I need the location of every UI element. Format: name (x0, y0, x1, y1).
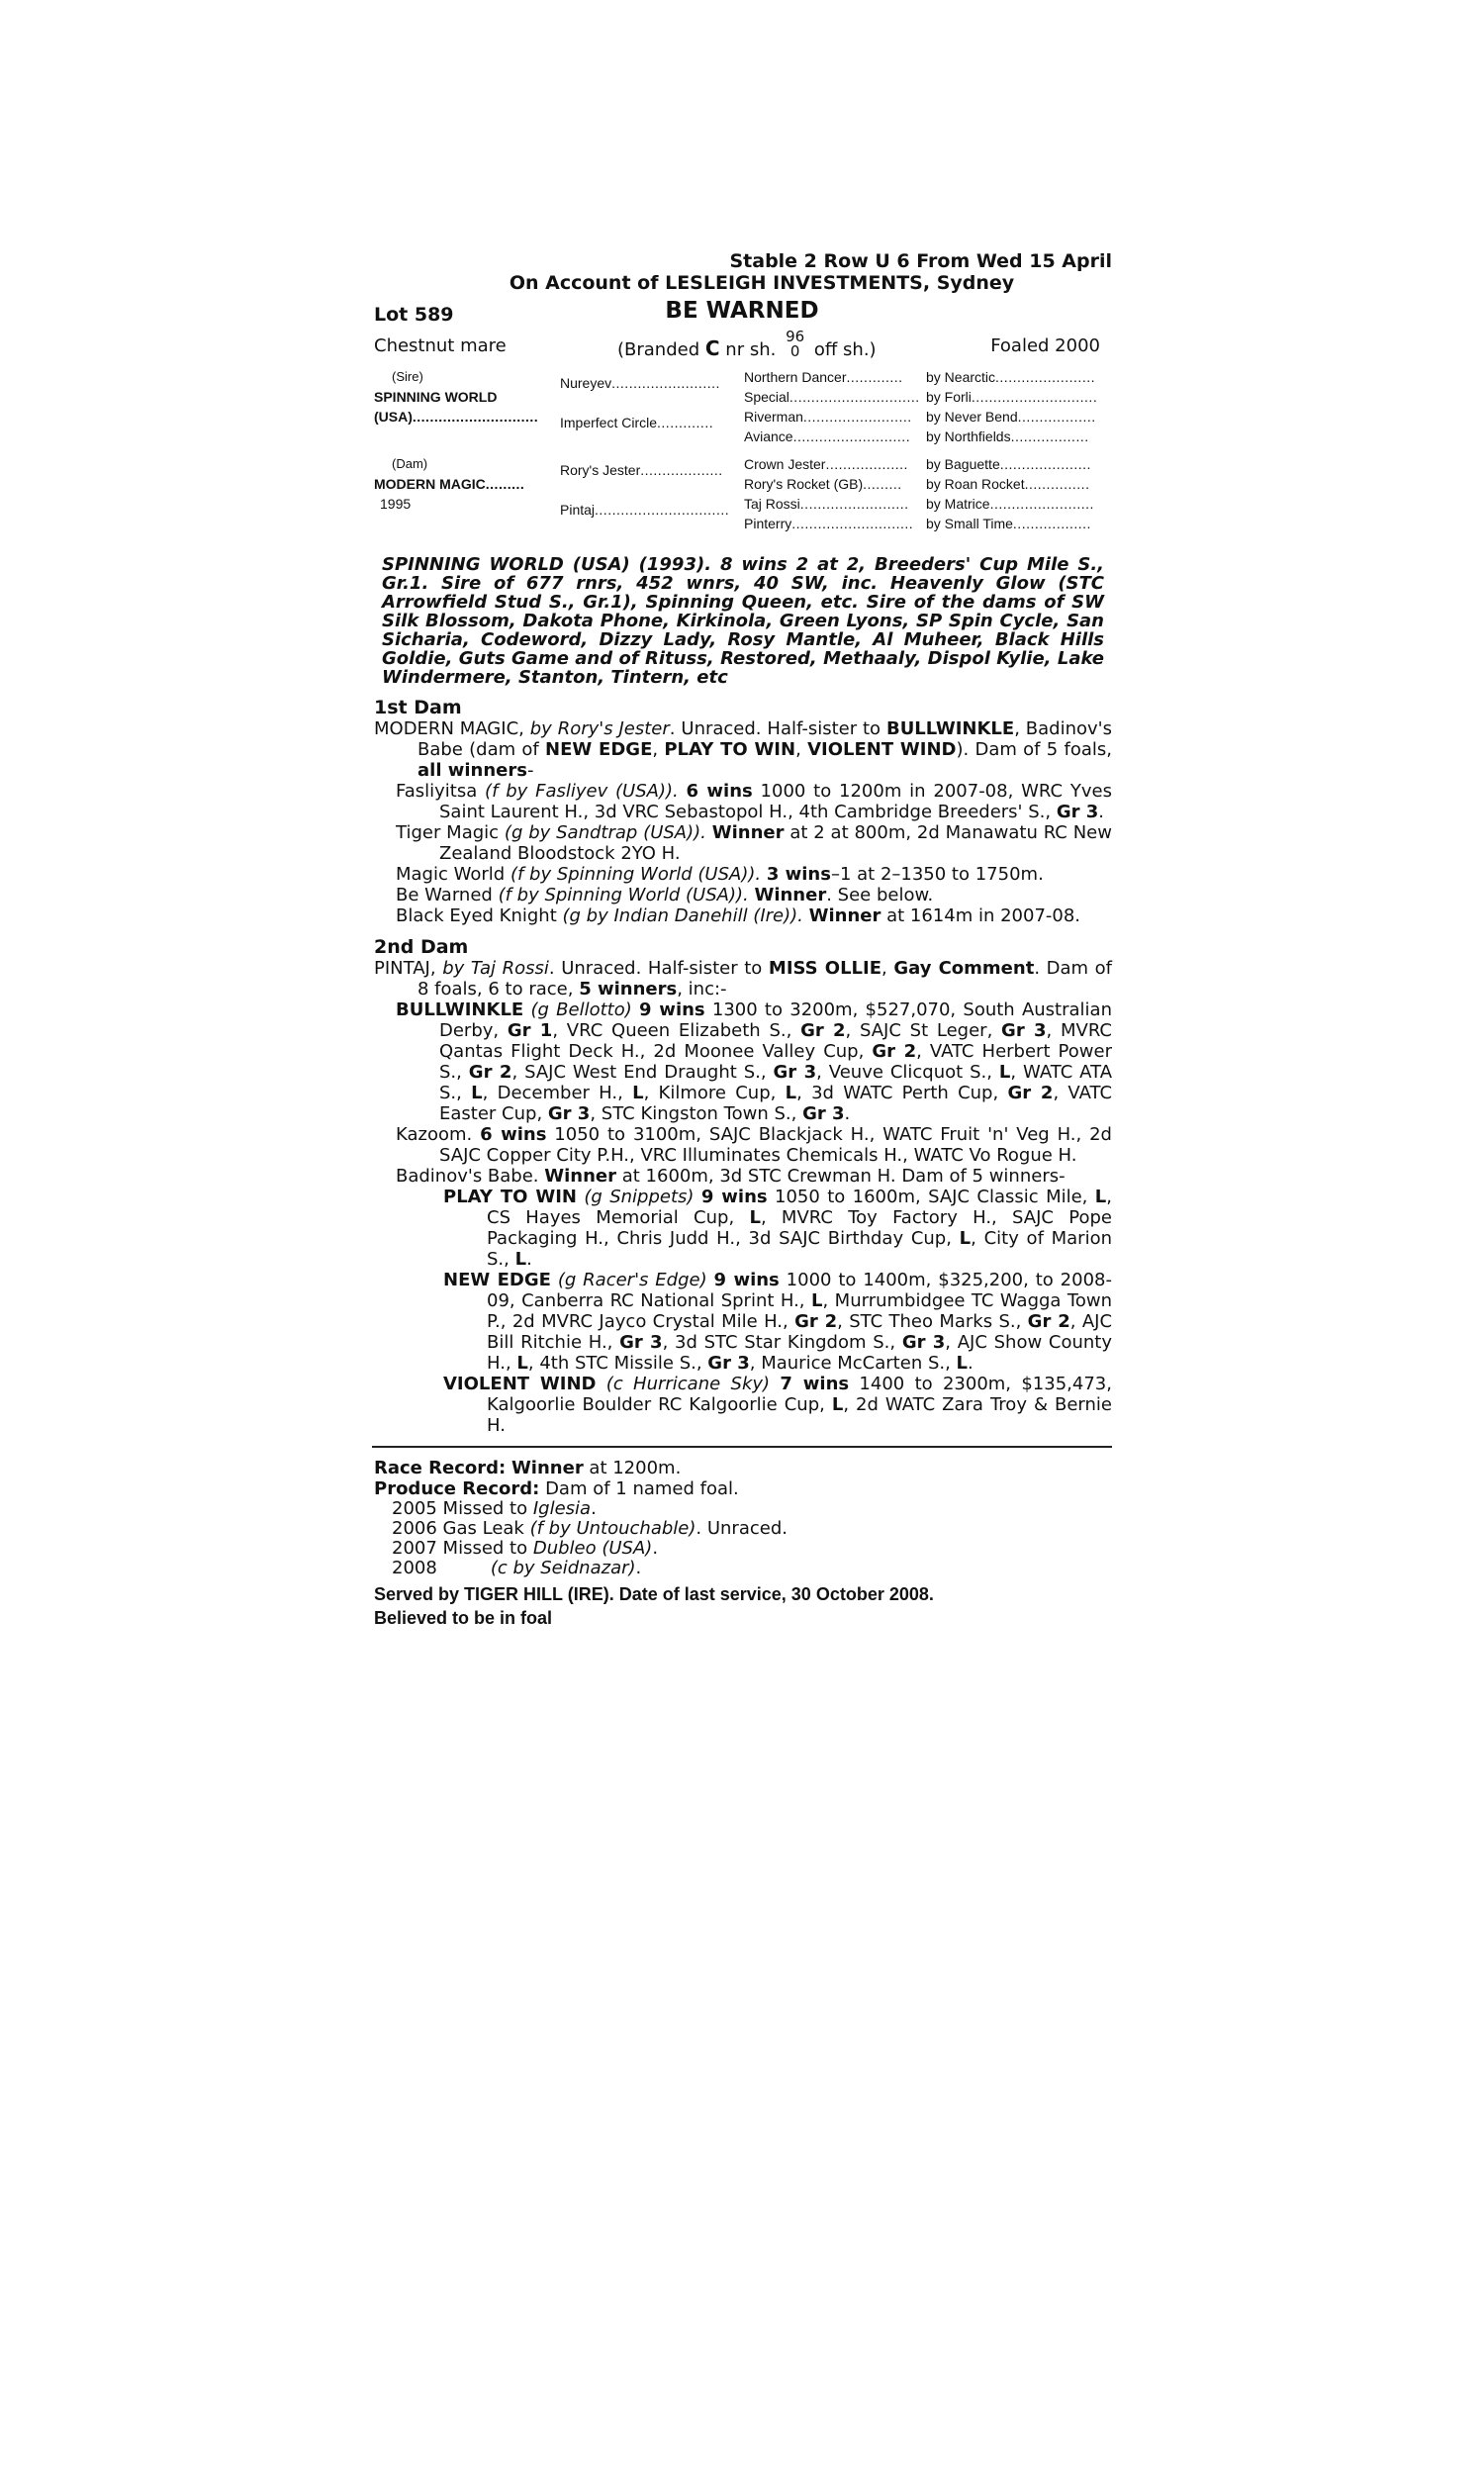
progeny-entry-violent-wind (372, 1374, 1112, 1436)
gen2-name: Pintaj (560, 502, 596, 518)
gen4-cell: by Northfields.................. (926, 428, 1089, 444)
gen3-name: Northern Dancer (744, 369, 847, 385)
intro-text: , inc:- (677, 979, 727, 999)
produce-text: . (635, 1558, 642, 1578)
progeny-entry (372, 905, 1112, 926)
progeny-entry-kazoom (372, 1124, 1112, 1166)
grade: Gr 2 (794, 1311, 838, 1332)
listed: L (831, 1394, 844, 1415)
listed: L (516, 1353, 528, 1374)
sire-tag: (Sire) (392, 369, 423, 384)
grade: Gr 3 (1056, 802, 1099, 822)
gen4-name: by Matrice (926, 496, 990, 512)
gen3-name: Taj Rossi (744, 496, 800, 512)
progeny-name: Badinov's Babe. (396, 1166, 539, 1187)
intro-text: . Unraced. Half-sister to (669, 718, 881, 739)
progeny-name: Black Eyed Knight (396, 905, 557, 926)
progeny-text: 1000 to 1200m in 2007-08, WRC Yves Saint Laurent H., 3d VRC Sebastopol H., 4th Cambridge Breeders' S., (439, 781, 1112, 822)
color-sex: Chestnut mare (374, 335, 507, 356)
sire-country-text: (USA) (374, 409, 413, 425)
progeny-sire: (g by Indian Danehill (Ire)). (562, 905, 803, 926)
grade: Gr 3 (1001, 1020, 1047, 1041)
produce-text: Gas Leak (436, 1518, 530, 1539)
dam-name-cell: MODERN MAGIC......... (374, 476, 525, 492)
progeny-text: 1000 to 1400m, $325,200, to 2008-09, Canberra RC National Sprint H., (487, 1270, 1112, 1311)
progeny-name: Fasliyitsa (396, 781, 478, 802)
grade: Gr 2 (1027, 1311, 1070, 1332)
grade: Gr 3 (619, 1332, 663, 1353)
sire-country: (USA)............................. (374, 409, 539, 425)
gen3-name: Riverman (744, 409, 803, 425)
produce-line (372, 1559, 1112, 1578)
progeny-text: , City of Marion S., (487, 1228, 1112, 1270)
listed: L (514, 1249, 527, 1270)
brand-near: nr sh. (725, 339, 777, 360)
intro-text: . Dam of 8 foals, 6 to race, (417, 958, 1112, 999)
progeny-wins: 9 wins (639, 999, 705, 1020)
progeny-text: , AJC Show County H., (487, 1332, 1113, 1374)
progeny-text: , WATC ATA S., (439, 1062, 1113, 1103)
gen2-cell: Imperfect Circle............. (560, 415, 714, 430)
progeny-sire: (f by Spinning World (USA)). (510, 864, 762, 885)
brand-top: 96 (786, 328, 805, 345)
progeny-wins: Winner (754, 885, 827, 905)
progeny-text: –1 at 2–1350 to 1750m. (830, 864, 1044, 885)
produce-italic: (c by Seidnazar) (490, 1558, 636, 1578)
gen3-cell: Rory's Rocket (GB)......... (744, 476, 902, 492)
produce-line (372, 1519, 1112, 1539)
bold-name: all winners (417, 760, 527, 781)
produce-text: Missed to (436, 1498, 533, 1519)
race-record-label: Race Record: (374, 1458, 507, 1478)
progeny-entry-play-to-win (372, 1187, 1112, 1270)
progeny-text: 1400 to 2300m, $135,473, Kalgoorlie Boulder RC Kalgoorlie Cup, (487, 1374, 1112, 1415)
progeny-text: , 3d STC Star Kingdom S., (662, 1332, 902, 1353)
progeny-text: , MVRC Toy Factory H., SAJC Pope Packaging H., Chris Judd H., 3d SAJC Birthday Cup, (487, 1207, 1112, 1249)
lot-row (372, 298, 1112, 328)
progeny-text: , Murrumbidgee TC Wagga Town P., 2d MVRC Jayco Crystal Mile H., (487, 1290, 1112, 1332)
progeny-sire: (g by Sandtrap (USA)). (504, 822, 706, 843)
progeny-wins: Winner (544, 1166, 617, 1187)
progeny-text: at 1614m in 2007-08. (881, 905, 1081, 926)
section-divider (372, 1446, 1112, 1448)
gen2-cell: Pintaj............................... (560, 502, 730, 518)
gen2-cell: Rory's Jester................... (560, 462, 723, 478)
progeny-text: . (1098, 802, 1104, 822)
progeny-text: . (844, 1103, 851, 1124)
listed: L (785, 1083, 797, 1103)
progeny-sire: (f by Fasliyev (USA)). (485, 781, 679, 802)
grade: Gr 3 (802, 1103, 845, 1124)
gen3-cell: Northern Dancer............. (744, 369, 903, 385)
gen2-name: Rory's Jester (560, 462, 641, 478)
bold-name: Gay Comment (893, 958, 1035, 979)
dam-year: 1995 (380, 496, 412, 512)
pedigree-table (372, 369, 1112, 537)
progeny-text: 1050 to 1600m, SAJC Classic Mile, (767, 1187, 1095, 1207)
progeny-name: Magic World (396, 864, 506, 885)
progeny-text: , STC Theo Marks S., (837, 1311, 1028, 1332)
progeny-sire: (f by Spinning World (USA)). (498, 885, 749, 905)
progeny-text: 1300 to 3200m, $527,070, South Australian Derby, (439, 999, 1112, 1041)
gen3-name: Aviance (744, 428, 793, 444)
progeny-text: , SAJC West End Draught S., (511, 1062, 774, 1083)
listed: L (632, 1083, 644, 1103)
gen2-cell: Nureyev......................... (560, 375, 720, 391)
gen4-name: by Never Bend (926, 409, 1018, 425)
progeny-entry (372, 864, 1112, 885)
gen4-name: by Roan Rocket (926, 476, 1025, 492)
gen4-cell: by Small Time.................. (926, 516, 1091, 531)
produce-text: . (591, 1498, 597, 1519)
grade: Gr 3 (901, 1332, 946, 1353)
progeny-wins: 9 wins (700, 1187, 768, 1207)
listed: L (471, 1083, 483, 1103)
gen3-cell: Aviance........................... (744, 428, 911, 444)
grade: Gr 3 (773, 1062, 817, 1083)
brand-fraction (786, 330, 804, 359)
dam-name: MODERN MAGIC, (374, 718, 524, 739)
listed: L (956, 1353, 969, 1374)
progeny-text: at 2 at 800m, 2d Manawatu RC New Zealand Bloodstock 2YO H. (439, 822, 1112, 864)
listed: L (749, 1207, 761, 1228)
gen3-name: Crown Jester (744, 456, 826, 472)
progeny-entry-badinov (372, 1166, 1112, 1187)
progeny-name: VIOLENT WIND (443, 1374, 597, 1394)
intro-text: - (526, 760, 534, 781)
bold-name: MISS OLLIE (768, 958, 882, 979)
brand-info (617, 328, 877, 365)
progeny-text: . (526, 1249, 532, 1270)
dam-sire: by Rory's Jester (529, 718, 670, 739)
first-dam-heading: 1st Dam (374, 697, 462, 718)
dam-sire: by Taj Rossi (442, 958, 549, 979)
gen3-name: Rory's Rocket (GB) (744, 476, 864, 492)
listed: L (811, 1290, 823, 1311)
produce-italic: Dubleo (USA) (532, 1538, 653, 1559)
progeny-name: BULLWINKLE (396, 999, 524, 1020)
produce-year: 2007 (392, 1538, 437, 1559)
produce-text: Missed to (436, 1538, 533, 1559)
progeny-wins: 9 wins (713, 1270, 780, 1290)
gen4-cell: by Forli............................. (926, 389, 1098, 405)
progeny-text: 1050 to 3100m, SAJC Blackjack H., WATC Fruit 'n' Veg H., 2d SAJC Copper City P.H., VRC Illuminates Chemicals H., WATC Vo Rogue H. (439, 1124, 1112, 1166)
in-foal-status: Believed to be in foal (374, 1608, 553, 1628)
progeny-text: , Veuve Clicquot S., (816, 1062, 999, 1083)
brand-row (372, 328, 1112, 369)
progeny-sire: (g Racer's Edge) (557, 1270, 707, 1290)
stable-location: Stable 2 Row U 6 From Wed 15 April (729, 250, 1112, 272)
race-record (372, 1458, 1112, 1478)
listed: L (1094, 1187, 1107, 1207)
produce-line (372, 1499, 1112, 1519)
bold-name: BULLWINKLE (885, 718, 1015, 739)
brand-off: off sh.) (813, 339, 877, 360)
catalogue-page (372, 250, 1112, 1630)
gen4-cell: by Never Bend.................. (926, 409, 1096, 425)
horse-name: BE WARNED (665, 298, 819, 324)
produce-text: . Unraced. (696, 1518, 788, 1539)
progeny-text: . (968, 1353, 974, 1374)
progeny-sire: (c Hurricane Sky) (605, 1374, 771, 1394)
progeny-text: , CS Hayes Memorial Cup, (487, 1187, 1112, 1228)
produce-year: 2005 (392, 1498, 437, 1519)
brand-prefix: (Branded (617, 339, 700, 360)
grade: Gr 2 (872, 1041, 917, 1062)
race-record-text: at 1200m. (583, 1458, 682, 1478)
progeny-entry (372, 822, 1112, 864)
brand-bottom: 0 (789, 342, 800, 360)
bold-name: 5 winners (579, 979, 678, 999)
progeny-wins: Winner (711, 822, 785, 843)
dam-name: PINTAJ, (374, 958, 436, 979)
bold-name: NEW EDGE (545, 739, 653, 760)
grade: Gr 3 (547, 1103, 591, 1124)
gen4-name: by Forli (926, 389, 972, 405)
first-dam-intro: MODERN MAGIC, by Rory's Jester. Unraced. Half-sister to BULLWINKLE, Badinov's Babe (dam of NEW EDGE, PLAY TO WIN, VIOLENT WIND). Dam of 5 foals, all winners- (374, 718, 1112, 781)
progeny-text: , VRC Queen Elizabeth S., (552, 1020, 801, 1041)
progeny-name: Tiger Magic (396, 822, 500, 843)
produce-line (372, 1539, 1112, 1559)
gen4-name: by Small Time (926, 516, 1013, 531)
vendor-account: On Account of LESLEIGH INVESTMENTS, Sydney (509, 272, 1015, 294)
produce-record (372, 1478, 1112, 1499)
progeny-sire: (g Bellotto) (530, 999, 632, 1020)
intro-text: , Badinov's Babe (dam of (417, 718, 1112, 760)
brand-mark: C (704, 336, 720, 360)
lot-number: Lot 589 (374, 304, 454, 326)
gen3-name: Pinterry (744, 516, 792, 531)
progeny-wins: 6 wins (480, 1124, 547, 1145)
grade: Gr 2 (468, 1062, 512, 1083)
progeny-name: PLAY TO WIN (443, 1187, 577, 1207)
gen4-cell: by Baguette..................... (926, 456, 1091, 472)
gen2-name: Nureyev (560, 375, 612, 391)
progeny-wins: Winner (808, 905, 881, 926)
gen3-cell: Taj Rossi......................... (744, 496, 909, 512)
listed: L (998, 1062, 1011, 1083)
gen4-cell: by Roan Rocket............... (926, 476, 1090, 492)
produce-record-label: Produce Record: (374, 1478, 540, 1499)
progeny-text: , STC Kingston Town S., (590, 1103, 803, 1124)
progeny-name: NEW EDGE (443, 1270, 551, 1290)
progeny-entry (372, 885, 1112, 905)
gen4-name: by Northfields (926, 428, 1011, 444)
progeny-text: , SAJC St Leger, (845, 1020, 1002, 1041)
gen4-name: by Baguette (926, 456, 1000, 472)
grade: Gr 2 (800, 1020, 846, 1041)
progeny-entry-new-edge (372, 1270, 1112, 1374)
progeny-text: , Maurice McCarten S., (749, 1353, 957, 1374)
progeny-entry (372, 781, 1112, 822)
race-record-wins: Winner (510, 1458, 584, 1478)
progeny-text: , AJC Bill Ritchie H., (487, 1311, 1113, 1353)
progeny-sire: (g Snippets) (584, 1187, 695, 1207)
gen3-cell: Crown Jester................... (744, 456, 908, 472)
progeny-text: , 4th STC Missile S., (527, 1353, 708, 1374)
bold-name: VIOLENT WIND (807, 739, 957, 760)
gen3-cell: Special.............................. (744, 389, 920, 405)
bold-name: PLAY TO WIN (664, 739, 796, 760)
gen2-name: Imperfect Circle (560, 415, 658, 430)
produce-year: 2006 (392, 1518, 437, 1539)
gen3-name: Special (744, 389, 789, 405)
progeny-text: , 2d WATC Zara Troy & Bernie H. (487, 1394, 1112, 1436)
foaled-year: Foaled 2000 (990, 335, 1100, 356)
progeny-text: , VATC Herbert Power S., (439, 1041, 1112, 1083)
produce-italic: (f by Untouchable) (529, 1518, 696, 1539)
grade: Gr 2 (1007, 1083, 1054, 1103)
progeny-text: , Kilmore Cup, (643, 1083, 786, 1103)
grade: Gr 3 (707, 1353, 750, 1374)
produce-record-text: Dam of 1 named foal. (539, 1478, 739, 1499)
progeny-wins: 3 wins (766, 864, 831, 885)
dam-tag: (Dam) (392, 456, 428, 471)
progeny-text: , 3d WATC Perth Cup, (796, 1083, 1008, 1103)
produce-italic: Iglesia (532, 1498, 592, 1519)
gen4-cell: by Matrice........................ (926, 496, 1094, 512)
gen4-cell: by Nearctic....................... (926, 369, 1095, 385)
dam-name: MODERN MAGIC (374, 476, 486, 492)
produce-year: 2008 (392, 1558, 437, 1578)
progeny-name: Be Warned (396, 885, 493, 905)
gen4-name: by Nearctic (926, 369, 996, 385)
sire-name: SPINNING WORLD (374, 389, 498, 405)
listed: L (959, 1228, 972, 1249)
progeny-text: , MVRC Qantas Flight Deck H., 2d Moonee Valley Cup, (439, 1020, 1112, 1062)
progeny-text: . See below. (826, 885, 934, 905)
intro-text: . Unraced. Half-sister to (548, 958, 763, 979)
served-by: Served by TIGER HILL (IRE). Date of last service, 30 October 2008. (374, 1584, 934, 1604)
gen3-cell: Pinterry............................ (744, 516, 914, 531)
progeny-wins: 6 wins (686, 781, 753, 802)
progeny-wins: 7 wins (780, 1374, 850, 1394)
progeny-text: , VATC Easter Cup, (439, 1083, 1113, 1124)
gen3-cell: Riverman......................... (744, 409, 912, 425)
progeny-text: , December H., (482, 1083, 633, 1103)
intro-text: ). Dam of 5 foals, (956, 739, 1112, 760)
second-dam-intro: PINTAJ, by Taj Rossi. Unraced. Half-sister to MISS OLLIE, Gay Comment. Dam of 8 foals, 6 to race, 5 winners, inc:- (374, 958, 1112, 999)
progeny-entry-bullwinkle (372, 999, 1112, 1124)
progeny-text: at 1600m, 3d STC Crewman H. Dam of 5 winners- (616, 1166, 1066, 1187)
progeny-name: Kazoom. (396, 1124, 473, 1145)
sire-summary: SPINNING WORLD (USA) (1993). 8 wins 2 at 2, Breeders' Cup Mile S., Gr.1. Sire of 677 rnrs, 452 wnrs, 40 SW, inc. Heavenly Glow (STC Arrowfield Stud S., Gr.1), Spinning Queen, etc. Sire of the dams of SW Silk Blossom, Dakota Phone, Kirkinola, Green Lyons, SP Spin Cycle, San Sicharia, Codeword, Dizzy Lady, Rosy Mantle, Al Muheer, Black Hills Goldie, Guts Game and of Rituss, Restored, Methaaly, Dispol Kylie, Lake Windermere, Stanton, Tintern, etc (382, 554, 1104, 688)
grade: Gr 1 (507, 1020, 553, 1041)
produce-text: . (652, 1538, 659, 1559)
second-dam-heading: 2nd Dam (374, 936, 469, 958)
